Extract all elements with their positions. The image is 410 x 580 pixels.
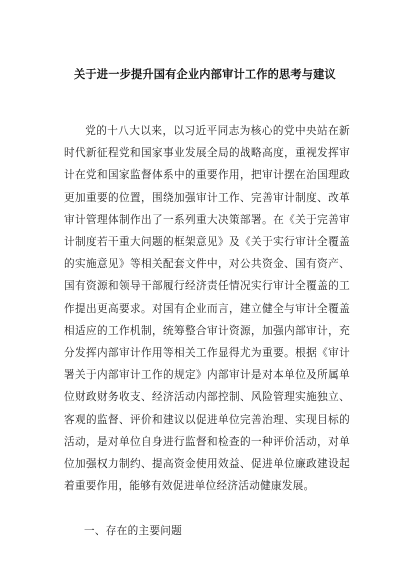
document-body xyxy=(64,120,350,497)
body-paragraph: 党的十八大以来，以习近平同志为核心的党中央站在新时代新征程党和国家事业发展全局的战略高度，重视发挥审计在党和国家监督体系中的重要作用，把审计摆在治国理政更加重要的位置，围绕加强审计工作、完善审计制度、改革审计管理体制作出了一系列重大决策部署。在《关于完善审计制度若干重大问题的框架意见》及《关于实行审计全覆盖的实施意见》等相关配套文件中，对公共资金、国有资产、国有资源和领导干部履行经济责任情况实行审计全覆盖的工作提出更高要求。对国有企业而言，建立健全与审计全覆盖相适应的工作机制，统筹整合审计资源，加强内部审计，充分发挥内部审计作用等相关工作显得尤为重要。根据《审计署关于内部审计工作的规定》内部审计是对本单位及所属单位财政财务收支、经济活动内部控制、风险管理实施独立、客观的监督、评价和建议以促进单位完善治理、实现目标的活动，是对单位自身进行监督和检查的一种评价活动，对单位加强权力制约、提高资金使用效益、促进单位廉政建设起着重要作用，能够有效促进单位经济活动健康发展。 xyxy=(64,125,350,493)
document-title: 关于进一步提升国有企业内部审计工作的思考与建议 xyxy=(74,68,336,81)
section-heading: 一、存在的主要问题 xyxy=(84,525,183,537)
